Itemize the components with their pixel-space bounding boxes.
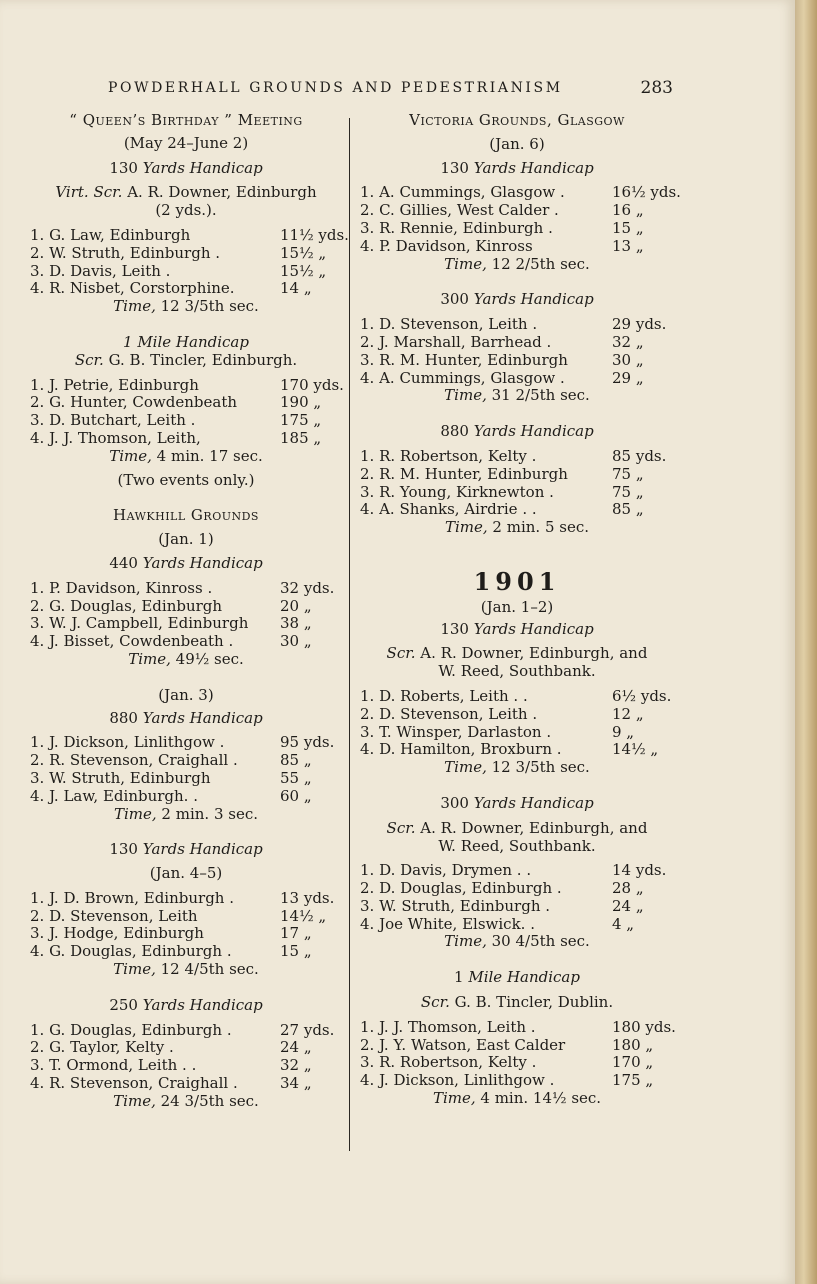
meeting-dates: (May 24–June 2)	[123, 133, 249, 152]
competitor-name: 4. J. Bisset, Cowdenbeath .	[30, 633, 234, 651]
year-heading: 1901	[473, 566, 561, 596]
result-row	[360, 484, 674, 502]
column-divider	[349, 118, 350, 1151]
date-line: (Jan. 3)	[158, 685, 214, 704]
handicap-value: 175 „	[612, 1071, 654, 1090]
handicap-value: 15½ „	[280, 243, 327, 262]
competitor-name: 3. W. Struth, Edinburgh .	[360, 897, 551, 915]
competitor-name: 3. R. Young, Kirknewton .	[360, 483, 554, 501]
handicap-value: 75 „	[612, 482, 644, 501]
running-header	[108, 80, 673, 96]
result-row	[30, 1022, 342, 1040]
handicap-value: 180 yds.	[612, 1017, 676, 1036]
left-column	[30, 111, 349, 1111]
handicap-value: 55 „	[280, 768, 312, 787]
result-row	[360, 352, 674, 370]
date-line: (Jan. 1)	[158, 530, 214, 549]
result-row	[360, 334, 674, 352]
event-title: 300 Yards Handicap	[440, 290, 594, 309]
competitor-name: 4. J. Law, Edinburgh. .	[30, 787, 198, 805]
time-line: Time, 4 min. 17 sec.	[109, 446, 263, 465]
result-row	[30, 280, 342, 298]
handicap-value: 60 „	[280, 786, 312, 805]
result-row	[30, 580, 342, 598]
result-list	[360, 448, 674, 519]
handicap-value: 14½ „	[612, 740, 659, 759]
scratch-line: Virt. Scr. A. R. Downer, Edinburgh	[55, 183, 317, 202]
competitor-name: 4. A. Shanks, Airdrie . .	[360, 501, 537, 519]
competitor-name: 3. T. Winsper, Darlaston .	[360, 723, 552, 741]
result-row	[30, 430, 342, 448]
time-line: Time, 2 min. 3 sec.	[113, 804, 259, 823]
result-list	[30, 1022, 342, 1093]
competitor-name: 3. D. Davis, Leith .	[30, 262, 171, 280]
handicap-value: 27 yds.	[280, 1020, 335, 1039]
event-title: 440 Yards Handicap	[109, 553, 263, 572]
competitor-name: 3. J. Hodge, Edinburgh	[30, 925, 204, 943]
time-line: Time, 4 min. 14½ sec.	[432, 1089, 602, 1108]
event-title: 250 Yards Handicap	[109, 995, 263, 1014]
time-line: Time, 12 3/5th sec.	[444, 758, 590, 777]
scratch-line: Scr. G. B. Tincler, Edinburgh.	[74, 350, 298, 369]
competitor-name: 3. R. M. Hunter, Edinburgh	[360, 351, 568, 369]
handicap-value: 15½ „	[280, 261, 327, 280]
time-line: Time, 12 4/5th sec.	[113, 960, 259, 979]
result-list	[30, 377, 342, 448]
handicap-value: 30 „	[612, 350, 644, 369]
result-list	[360, 688, 674, 759]
competitor-name: 1. J. Dickson, Linlithgow .	[30, 734, 225, 752]
result-row	[360, 862, 674, 880]
competitor-name: 4. J. Dickson, Linlithgow .	[360, 1072, 555, 1090]
competitor-name: 2. G. Taylor, Kelty .	[30, 1039, 174, 1057]
result-row	[360, 1019, 674, 1037]
result-row	[360, 880, 674, 898]
result-row	[30, 615, 342, 633]
result-list	[30, 225, 349, 298]
result-row	[30, 598, 342, 616]
competitor-name: 4. J. J. Thomson, Leith,	[30, 429, 201, 447]
handicap-value: 34 „	[280, 1074, 312, 1093]
scratch-line-2: W. Reed, Southbank.	[438, 836, 596, 855]
competitor-name: 4. R. Nisbet, Corstorphine.	[30, 280, 235, 298]
competitor-name: 4. A. Cummings, Glasgow .	[360, 369, 565, 387]
competitor-name: 2. D. Stevenson, Leith	[30, 907, 198, 925]
competitor-name: 1. J. Petrie, Edinburgh	[30, 376, 199, 394]
competitor-name: 3. R. Rennie, Edinburgh .	[360, 219, 553, 237]
competitor-name: 2. R. Stevenson, Craighall .	[30, 752, 238, 770]
result-row	[360, 448, 674, 466]
result-row	[30, 412, 342, 430]
competitor-name: 2. W. Struth, Edinburgh .	[30, 244, 221, 262]
competitor-name: 3. D. Butchart, Leith .	[30, 412, 196, 430]
result-row	[30, 908, 342, 926]
handicap-value: 29 yds.	[612, 315, 667, 334]
scratch-line: Scr. A. R. Downer, Edinburgh, and	[386, 818, 648, 837]
scratch-line-2: W. Reed, Southbank.	[438, 662, 596, 681]
result-row	[360, 1037, 674, 1055]
scratch-line: Scr. A. R. Downer, Edinburgh, and	[386, 644, 648, 663]
event-title: 1 Mile Handicap	[454, 968, 580, 987]
competitor-name: 4. G. Douglas, Edinburgh .	[30, 943, 232, 961]
event-title: 130 Yards Handicap	[440, 158, 594, 177]
competitor-name: 1. A. Cummings, Glasgow .	[360, 184, 565, 202]
grounds-title: Hawkhill Grounds	[113, 506, 259, 525]
result-list	[360, 183, 681, 255]
competitor-name: 2. J. Marshall, Barrhead .	[360, 333, 552, 351]
result-row	[360, 724, 674, 742]
event-title: 130 Yards Handicap	[440, 619, 594, 638]
competitor-name: 1. J. J. Thomson, Leith .	[360, 1018, 536, 1036]
result-list	[360, 316, 674, 387]
competitor-name: 3. W. J. Campbell, Edinburgh	[30, 615, 249, 633]
competitor-name: 4. R. Stevenson, Craighall .	[30, 1075, 238, 1093]
handicap-value: 28 „	[612, 879, 644, 898]
result-row	[30, 1057, 342, 1075]
right-column	[360, 111, 681, 1108]
page-number: 283	[640, 78, 673, 98]
event-title: 880 Yards Handicap	[109, 708, 263, 727]
result-row	[30, 377, 342, 395]
result-row	[30, 752, 342, 770]
result-row	[30, 263, 342, 281]
time-line: Time, 2 min. 5 sec.	[444, 518, 590, 537]
result-list	[360, 862, 674, 933]
handicap-value: 24 „	[612, 896, 644, 915]
competitor-name: 3. T. Ormond, Leith . .	[30, 1057, 197, 1075]
competitor-name: 3. R. Robertson, Kelty .	[360, 1054, 537, 1072]
handicap-value: 12 „	[612, 704, 644, 723]
time-line: Time, 31 2/5th sec.	[444, 386, 590, 405]
result-row	[30, 1075, 342, 1093]
handicap-value: 85 „	[280, 751, 312, 770]
event-title: 130 Yards Handicap	[109, 158, 263, 177]
running-title: POWDERHALL GROUNDS AND PEDESTRIANISM	[108, 80, 563, 96]
scratch-line: Scr. G. B. Tincler, Dublin.	[420, 993, 614, 1012]
result-row	[30, 788, 342, 806]
handicap-value: 6½ yds.	[612, 686, 672, 705]
result-row	[360, 183, 681, 202]
result-row	[360, 466, 674, 484]
result-row	[30, 770, 342, 788]
handicap-value: 75 „	[612, 464, 644, 483]
scratch-line-2: (2 yds.).	[155, 201, 217, 220]
result-row	[360, 202, 674, 220]
result-row	[360, 706, 674, 724]
page-edge	[795, 0, 817, 1284]
result-row	[360, 316, 674, 334]
date-line: (Jan. 4–5)	[149, 864, 223, 883]
result-row	[360, 916, 674, 934]
time-line: Time, 12 2/5th sec.	[444, 254, 590, 273]
result-list	[30, 890, 342, 961]
result-row	[360, 238, 674, 256]
event-title: 880 Yards Handicap	[440, 422, 594, 441]
competitor-name: 2. R. M. Hunter, Edinburgh	[360, 465, 568, 483]
result-list	[30, 580, 342, 651]
result-row	[360, 501, 674, 519]
handicap-value: 9 „	[612, 722, 635, 741]
competitor-name: 2. J. Y. Watson, East Calder	[360, 1036, 566, 1054]
handicap-value: 11½ yds.	[280, 225, 349, 244]
event-title: 130 Yards Handicap	[109, 840, 263, 859]
handicap-value: 14 „	[280, 279, 312, 298]
competitor-name: 1. G. Law, Edinburgh	[30, 226, 191, 244]
event-title: 1 Mile Handicap	[123, 332, 249, 351]
meeting-title: “ Queen’s Birthday ” Meeting	[69, 111, 303, 129]
time-line: Time, 49½ sec.	[128, 649, 244, 668]
time-line: Time, 30 4/5th sec.	[444, 932, 590, 951]
handicap-value: 30 „	[280, 632, 312, 651]
competitor-name: 2. C. Gillies, West Calder .	[360, 202, 559, 220]
handicap-value: 15 „	[612, 218, 644, 237]
competitor-name: 2. G. Douglas, Edinburgh	[30, 597, 223, 615]
handicap-value: 190 „	[280, 393, 322, 412]
result-row	[30, 1039, 342, 1057]
handicap-value: 170 „	[612, 1053, 654, 1072]
competitor-name: 4. D. Hamilton, Broxburn .	[360, 741, 562, 759]
handicap-value: 16 „	[612, 201, 644, 220]
handicap-value: 13 „	[612, 236, 644, 255]
handicap-value: 32 „	[280, 1056, 312, 1075]
competitor-name: 1. R. Robertson, Kelty .	[360, 447, 537, 465]
result-row	[30, 245, 342, 263]
handicap-value: 24 „	[280, 1038, 312, 1057]
competitor-name: 1. G. Douglas, Edinburgh .	[30, 1021, 232, 1039]
result-row	[30, 734, 342, 752]
handicap-value: 15 „	[280, 942, 312, 961]
competitor-name: 2. D. Stevenson, Leith .	[360, 705, 538, 723]
result-row	[30, 943, 342, 961]
result-row	[360, 1054, 674, 1072]
result-list	[360, 1019, 674, 1090]
result-row	[360, 370, 674, 388]
handicap-value: 185 „	[280, 428, 322, 447]
competitor-name: 1. J. D. Brown, Edinburgh .	[30, 889, 234, 907]
competitor-name: 3. W. Struth, Edinburgh	[30, 769, 211, 787]
grounds-title: Victoria Grounds, Glasgow	[409, 111, 625, 129]
handicap-value: 29 „	[612, 368, 644, 387]
result-row	[30, 633, 342, 651]
competitor-name: 1. D. Roberts, Leith . .	[360, 687, 528, 705]
handicap-value: 85 „	[612, 500, 644, 519]
competitor-name: 4. Joe White, Elswick. .	[360, 915, 535, 933]
result-row	[360, 688, 674, 706]
competitor-name: 1. P. Davidson, Kinross .	[30, 579, 213, 597]
handicap-value: 32 „	[612, 332, 644, 351]
competitor-name: 2. D. Douglas, Edinburgh .	[360, 880, 562, 898]
result-row	[360, 220, 674, 238]
result-row	[30, 925, 342, 943]
time-line: Time, 24 3/5th sec.	[113, 1091, 259, 1110]
handicap-value: 180 „	[612, 1035, 654, 1054]
result-list	[30, 734, 342, 805]
time-line: Time, 12 3/5th sec.	[113, 297, 259, 316]
handicap-value: 13 yds.	[280, 888, 335, 907]
result-row	[360, 741, 674, 759]
handicap-value: 175 „	[280, 411, 322, 430]
handicap-value: 16½ yds.	[612, 183, 681, 202]
result-row	[360, 1072, 674, 1090]
handicap-value: 85 yds.	[612, 446, 667, 465]
result-row	[360, 898, 674, 916]
handicap-value: 4 „	[612, 914, 635, 933]
result-row	[30, 890, 342, 908]
date-line: (Jan. 6)	[489, 134, 545, 153]
competitor-name: 1. D. Stevenson, Leith .	[360, 316, 538, 334]
date-line: (Jan. 1–2)	[480, 597, 554, 616]
event-title: 300 Yards Handicap	[440, 793, 594, 812]
result-row	[30, 394, 342, 412]
competitor-name: 1. D. Davis, Drymen . .	[360, 862, 532, 880]
handicap-value: 14½ „	[280, 906, 327, 925]
handicap-value: 20 „	[280, 596, 312, 615]
handicap-value: 170 yds.	[280, 375, 344, 394]
competitor-name: 2. G. Hunter, Cowdenbeath	[30, 394, 238, 412]
note-line: (Two events only.)	[117, 470, 255, 489]
result-row	[30, 225, 349, 245]
competitor-name: 4. P. Davidson, Kinross	[360, 237, 533, 255]
handicap-value: 32 yds.	[280, 578, 335, 597]
handicap-value: 38 „	[280, 614, 312, 633]
handicap-value: 14 yds.	[612, 861, 667, 880]
handicap-value: 17 „	[280, 924, 312, 943]
handicap-value: 95 yds.	[280, 733, 335, 752]
